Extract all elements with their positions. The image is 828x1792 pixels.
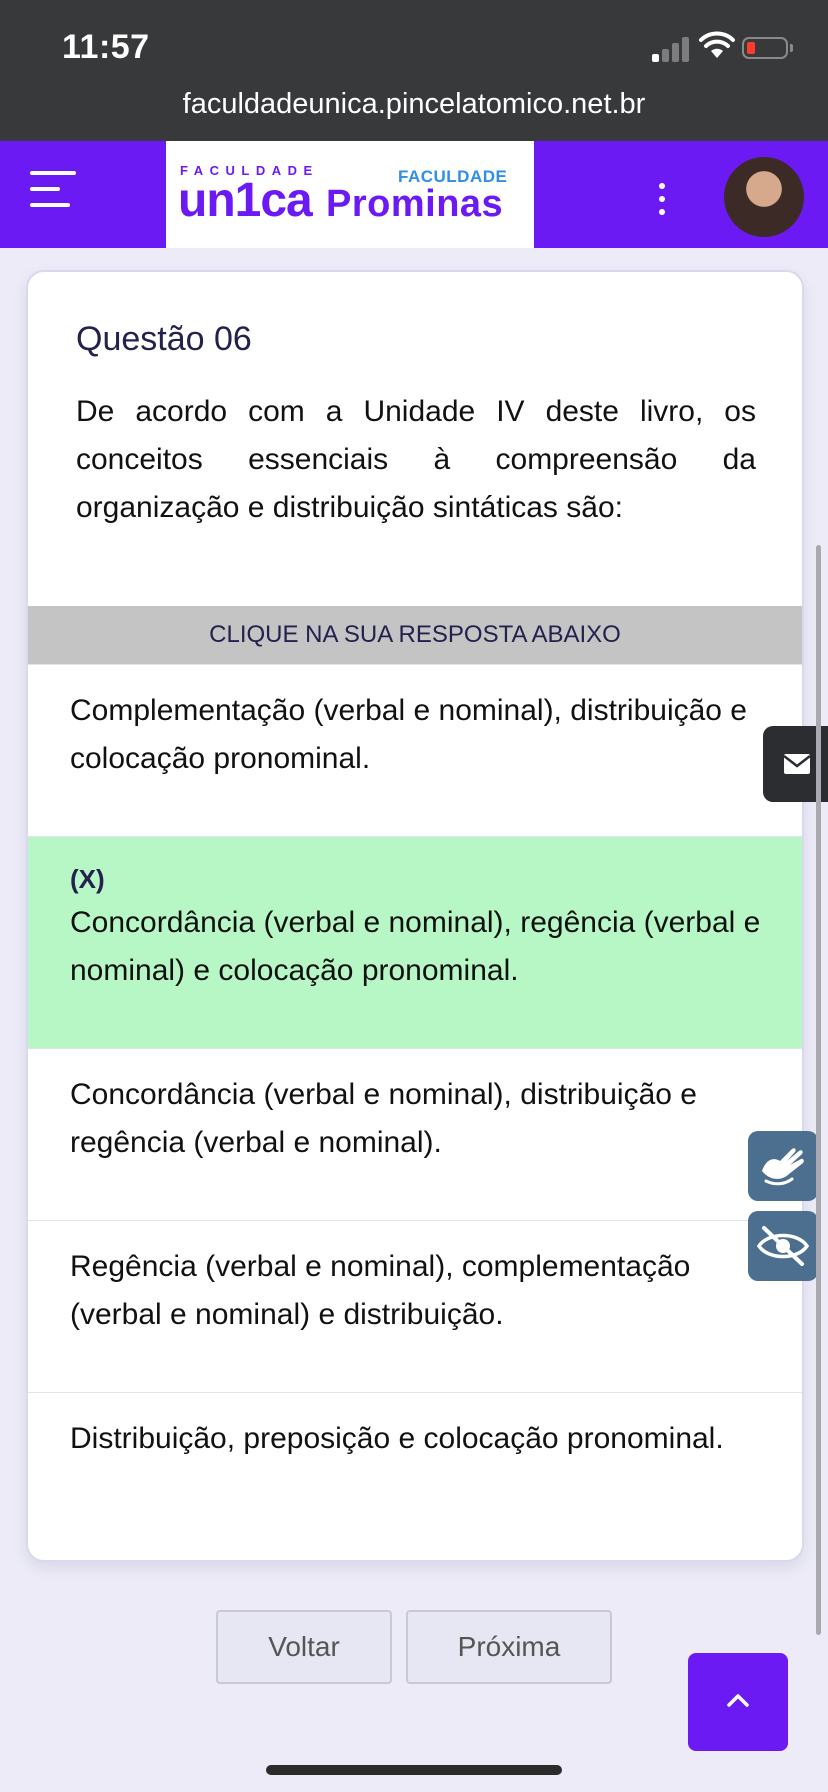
sign-language-button[interactable] — [748, 1131, 818, 1201]
answer-option[interactable] — [28, 1048, 802, 1220]
answer-option-text: Concordância (verbal e nominal), distribuição e regência (verbal e nominal). — [70, 1078, 697, 1159]
question-text: De acordo com a Unidade IV deste livro, os conceitos essenciais à compreensão da organização e distribuição sintáticas são: — [76, 395, 756, 524]
answer-option-text: Complementação (verbal e nominal), distribuição e colocação pronominal. — [70, 694, 747, 775]
scroll-to-top-button[interactable] — [688, 1653, 788, 1751]
answer-option-text: Concordância (verbal e nominal), regência (verbal e nominal) e colocação pronominal. — [70, 906, 761, 987]
avatar[interactable] — [724, 157, 804, 237]
app-header — [0, 141, 828, 248]
hamburger-menu-icon[interactable] — [30, 169, 78, 209]
cellular-signal-icon — [652, 34, 692, 62]
question-card — [26, 270, 804, 1562]
logo-prominas: Prominas — [326, 183, 504, 225]
answer-option-selected[interactable] — [28, 836, 802, 1048]
answer-option[interactable] — [28, 1220, 802, 1392]
eye-slash-icon — [756, 1224, 810, 1268]
next-button[interactable]: Próxima — [406, 1610, 612, 1684]
logo-faculdade-right: FACULDADE — [398, 167, 508, 186]
home-indicator[interactable] — [266, 1765, 562, 1775]
status-bar — [0, 0, 828, 141]
logo-unica: un1ca — [178, 174, 312, 227]
answer-option-text: Regência (verbal e nominal), complementação (verbal e nominal) e distribuição. — [70, 1250, 691, 1331]
sign-language-hands-icon — [756, 1141, 810, 1191]
wifi-icon — [699, 30, 735, 60]
chevron-up-icon — [726, 1693, 750, 1707]
page-scrollbar[interactable] — [816, 545, 821, 1635]
vertical-dots-icon[interactable] — [652, 183, 672, 219]
status-time: 11:57 — [62, 28, 150, 66]
address-bar-url[interactable]: faculdadeunica.pincelatomico.net.br — [182, 88, 646, 120]
logo-faculdade-left: FACULDADE — [180, 163, 319, 178]
answer-option[interactable] — [28, 1392, 802, 1562]
answer-instruction: CLIQUE NA SUA RESPOSTA ABAIXO — [28, 606, 802, 664]
low-vision-button[interactable] — [748, 1211, 818, 1281]
answer-option-text: Distribuição, preposição e colocação pronominal. — [70, 1422, 724, 1455]
battery-icon — [742, 37, 788, 59]
institution-logo[interactable] — [166, 141, 534, 248]
envelope-icon — [783, 753, 811, 775]
answer-option[interactable] — [28, 664, 802, 836]
back-button[interactable]: Voltar — [216, 1610, 392, 1684]
question-title: Questão 06 — [76, 320, 252, 358]
selected-mark: (X) — [70, 864, 105, 894]
